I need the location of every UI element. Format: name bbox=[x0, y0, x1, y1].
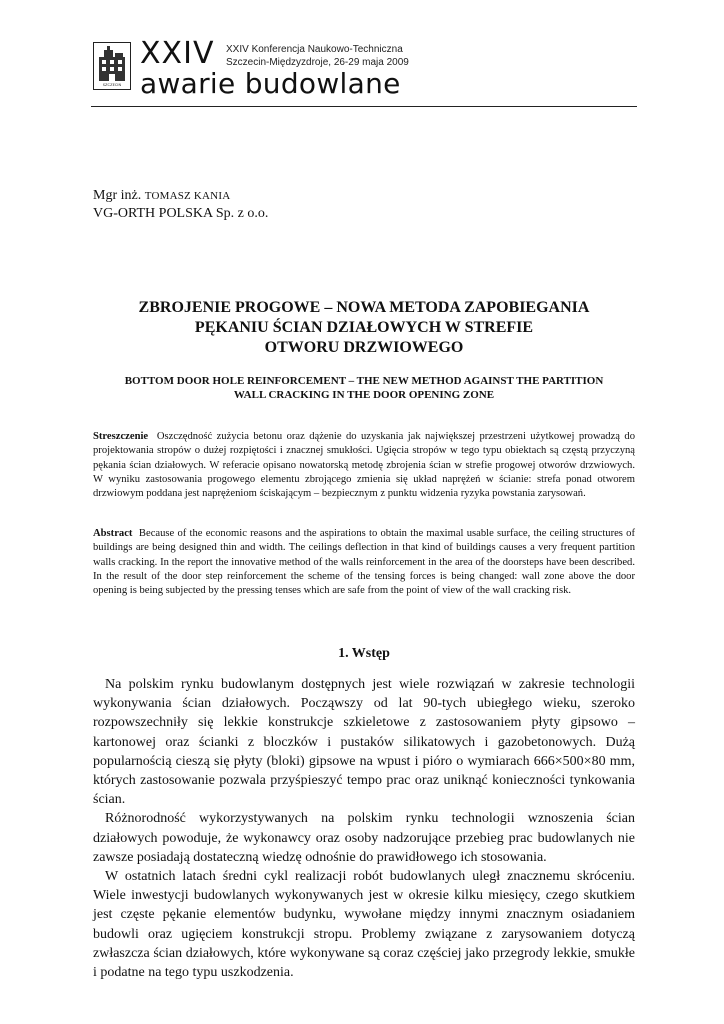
abstract-pl-text: Oszczędność zużycia betonu oraz dążenie do uzyskania jak największej przestrzeni użytkowej prowadzą do projektowania stropów o dużej rozpiętości i znacznej smukłości. Ugięcia stropów w tego typu obiektach są częstą przyczyną pękania ścian działowych. W referacie opisano nowatorską metodę zbrojenia ścian w strefie progowej otworów drzwiowych. W wyniku zastosowania progowego elementu zbrojącego zmienia się układ naprężeń w ścianie: strefa ponad otworem drzwiowym poddana jest naprężeniom ściskającym – bezpiecznym z punktu widzenia ryzyka powstania zarysowań. bbox=[93, 431, 635, 500]
title-pl-line: PĘKANIU ŚCIAN DZIAŁOWYCH W STREFIE bbox=[194, 319, 534, 336]
paper-title-en bbox=[93, 374, 635, 402]
abstract-en-text: Because of the economic reasons and the aspirations to obtain the maximal usable surface, the ceiling structures of buildings are being designed thin and width. The ceilings deflection in that kind of buildings causes a very frequent partition walls cracking. In the report the innovative method of the walls reinforcement in the area of the doorsteps have been described. In the result of the door step reinforcement the scheme of the tensing forces is being changed: wall zone above the door opening is being subjected by the pressing tenses which are safe from the point of view of the wall cracking risk. bbox=[93, 528, 636, 597]
abstract-pl bbox=[93, 430, 635, 501]
author-block bbox=[93, 187, 268, 223]
conference-name: XXIV Konferencja Naukowo-Techniczna bbox=[226, 44, 403, 55]
paper-title-pl bbox=[93, 298, 635, 358]
conference-header bbox=[93, 38, 637, 108]
conference-logo bbox=[93, 42, 131, 90]
abstract-en-label: Abstract bbox=[93, 528, 133, 539]
title-en-line: BOTTOM DOOR HOLE REINFORCEMENT – THE NEW METHOD AGAINST THE PARTITION bbox=[124, 375, 604, 387]
building-icon bbox=[96, 45, 128, 82]
logo-caption: SZCZECIN bbox=[102, 83, 122, 87]
author-line bbox=[93, 187, 268, 205]
author-prefix: Mgr inż. bbox=[93, 188, 142, 203]
title-pl-line: ZBROJENIE PROGOWE – NOWA METODA ZAPOBIEGANIA bbox=[138, 299, 590, 316]
conference-title: awarie budowlane bbox=[140, 67, 401, 100]
section-heading: 1. Wstęp bbox=[338, 646, 390, 661]
conference-edition: XXIV bbox=[140, 36, 215, 71]
author-name: TOMASZ KANIA bbox=[144, 190, 231, 202]
body-paragraph: W ostatnich latach średni cykl realizacji robót budowlanych uległ znacznemu skróceniu. Wiele inwestycji budowlanych wykonywanych jest w okresie kilku miesięcy, czego skutkiem jest częste pękanie elementów budynku, wywołane między innymi znacznym osiadaniem budowli oraz ugięciem konstrukcji stropu. Problemy związane z zarysowaniem dotyczą zwłaszcza ścian działowych, które wykonywane są coraz częściej jako przegrody lekkie, smukłe i podatne na tego typu uszkodzenia. bbox=[93, 869, 635, 981]
conference-place-date: Szczecin-Międzyzdroje, 26-29 maja 2009 bbox=[226, 57, 409, 68]
abstract-en bbox=[93, 527, 635, 598]
body-paragraph: Na polskim rynku budowlanym dostępnych jest wiele rozwiązań w zakresie technologii wykonywania ścian działowych. Począwszy od lat 90-tych ubiegłego wieku, szeroko rozpowszechniły się lekkie konstrukcje szkieletowe z zastosowaniem płyty gipsowo – kartonowej oraz ścianki z bloczków i pustaków silikatowych i gazobetonowych. Dużą popularnością cieszą się płyty (bloki) gipsowe na wpust i pióro o wymiarach 666×500×80 mm, których zastosowanie pozwala przyśpieszyć tempo prac oraz uniknąć konieczności tynkowania ścian. bbox=[93, 677, 635, 808]
author-affiliation: VG-ORTH POLSKA Sp. z o.o. bbox=[93, 206, 269, 221]
abstract-pl-label: Streszczenie bbox=[93, 431, 149, 442]
title-pl-line: OTWORU DRZWIOWEGO bbox=[264, 339, 464, 356]
title-en-line: WALL CRACKING IN THE DOOR OPENING ZONE bbox=[233, 389, 495, 401]
section-body bbox=[93, 675, 635, 982]
header-divider bbox=[91, 106, 637, 107]
body-paragraph: Różnorodność wykorzystywanych na polskim rynku technologii wznoszenia ścian działowych powoduje, że wykonawcy oraz osoby nadzorujące przebieg prac budowlanych nie zawsze posiadają dostateczną wiedzę odnośnie do prawidłowego ich stosowania. bbox=[93, 811, 635, 865]
